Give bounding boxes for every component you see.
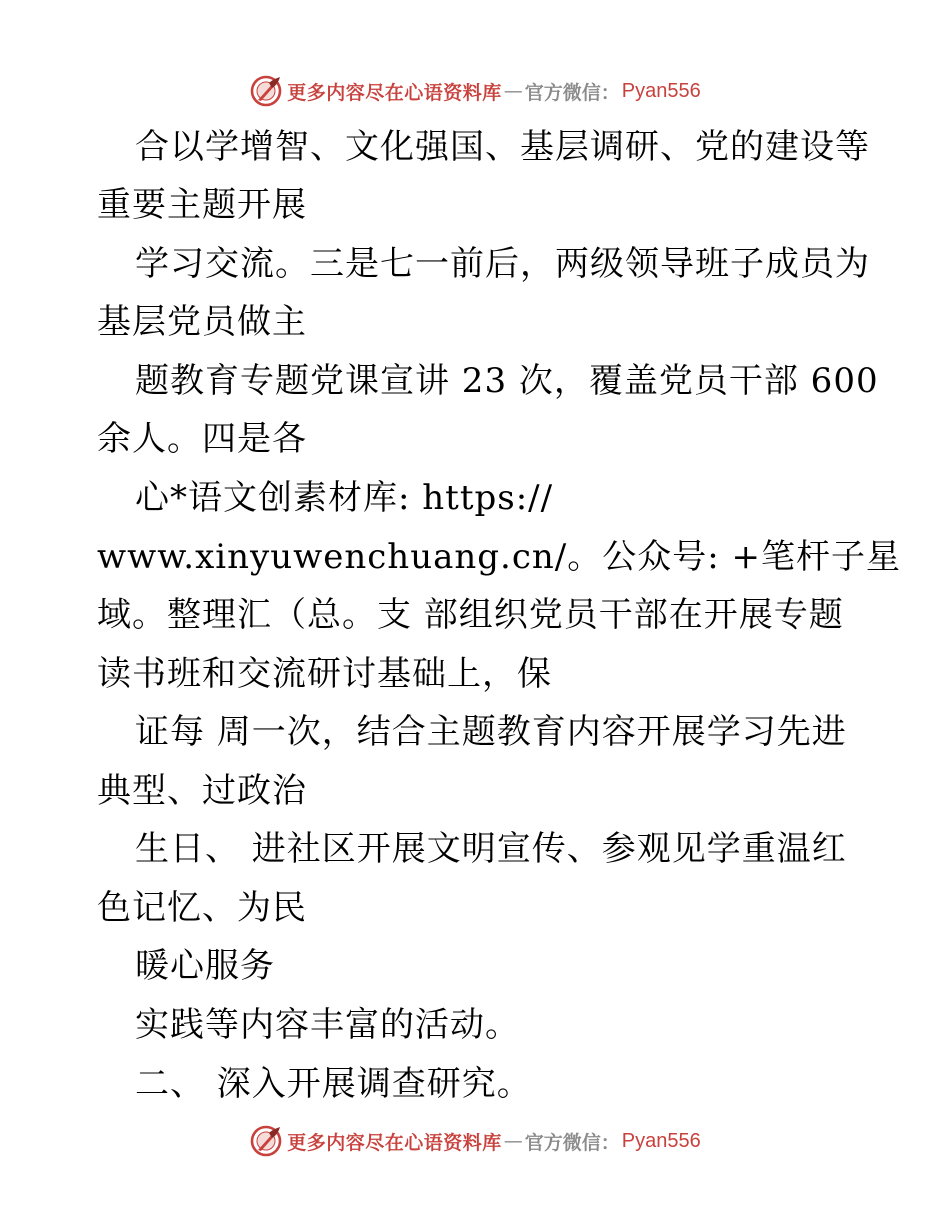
footer-wechat-id: Pyan556 [621, 1129, 701, 1152]
text-line: 合以学增智、文化强国、基层调研、党的建设等 [135, 127, 870, 167]
text-line: 题教育专题党课宣讲 23 次，覆盖党员干部 600 [135, 361, 879, 401]
header-official-label: 官方微信： [524, 81, 620, 104]
section-heading: 二、 深入开展调查研究。 [135, 1064, 532, 1104]
text-line: 典型、过政治 [97, 771, 307, 811]
text-line: 读书班和交流研讨基础上，保 [97, 654, 552, 694]
header-dash: — [503, 80, 523, 102]
quill-seal-logo-icon [249, 1124, 283, 1158]
text-line: 证每 周一次，结合主题教育内容开展学习先进 [135, 712, 847, 752]
text-line: 学习交流。三是七一前后，两级领导班子成员为 [135, 244, 870, 284]
footer-brand-text: 更多内容尽在心语资料库 [287, 1131, 502, 1154]
text-line: 域。整理汇（总。支 部组织党员干部在开展专题 [97, 595, 844, 635]
text-line: 暖心服务 [135, 946, 275, 986]
footer-banner [0, 1121, 950, 1161]
text-line: 色记忆、为民 [97, 888, 307, 928]
text-line: 实践等内容丰富的活动。 [135, 1005, 520, 1045]
footer-dash: — [503, 1130, 523, 1152]
footer-official-label: 官方微信： [524, 1131, 620, 1154]
text-line: 重要主题开展 [97, 185, 307, 225]
header-brand-text: 更多内容尽在心语资料库 [287, 81, 502, 104]
text-line: 基层党员做主 [97, 302, 307, 342]
text-line: www.xinyuwenchuang.cn/。公众号: +笔杆子星 [97, 537, 901, 577]
text-line: 心*语文创素材库: https:// [135, 478, 554, 518]
header-wechat-id: Pyan556 [621, 79, 701, 102]
text-line: 生日、 进社区开展文明宣传、参观见学重温红 [135, 829, 847, 869]
text-line: 余人。四是各 [97, 419, 307, 459]
